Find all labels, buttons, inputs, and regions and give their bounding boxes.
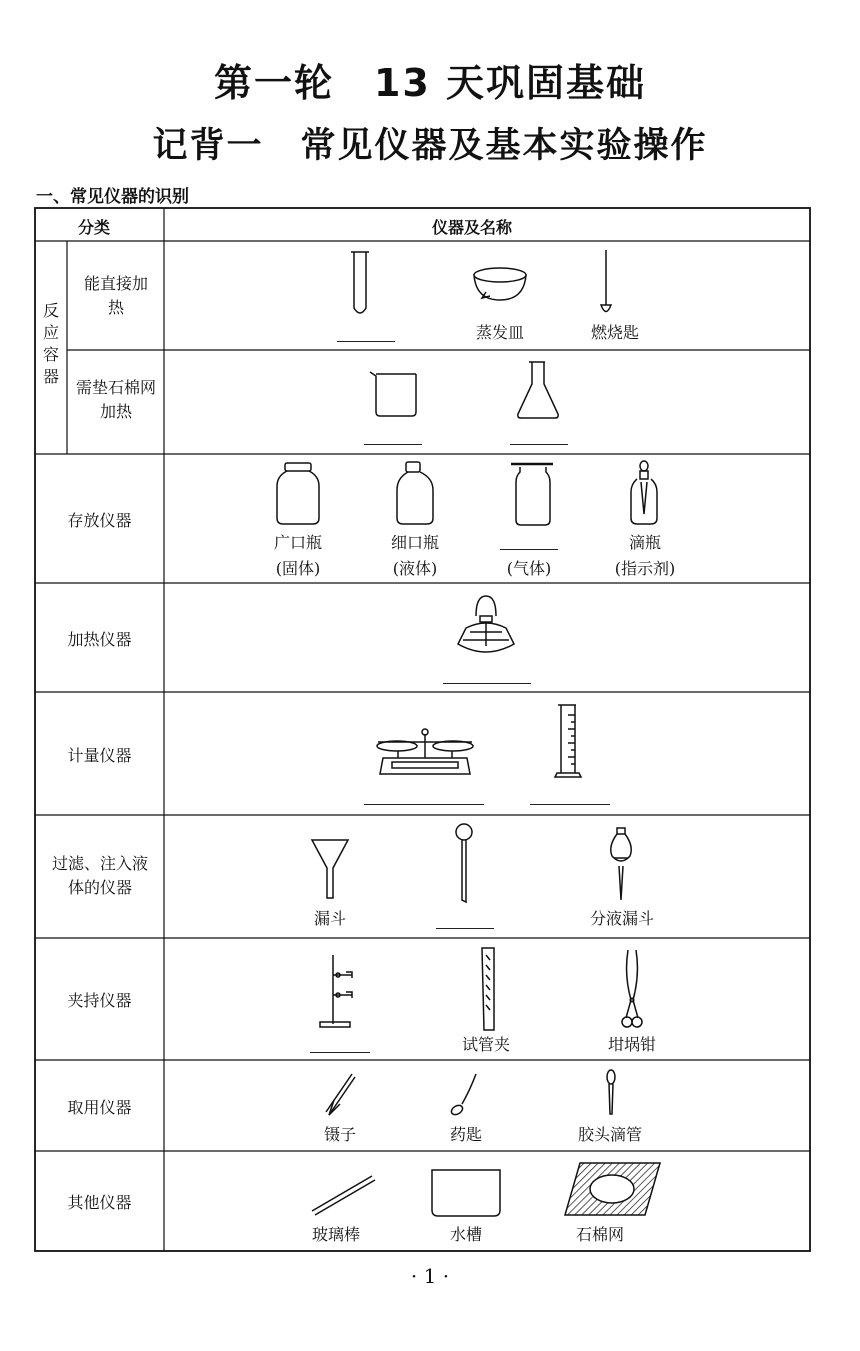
test-tube-holder-icon [482,948,494,1030]
item-note: (指示剂) [614,559,676,578]
item-label: 滴瓶 [628,533,661,552]
long-neck-funnel-icon [456,824,472,902]
item-label: 广口瓶 [273,533,322,552]
answer-blank [530,804,610,805]
item-label: 分液漏斗 [589,909,654,928]
asbestos-gauze-icon [565,1163,660,1215]
answer-blank [364,444,422,445]
item-label: 试管夹 [461,1035,510,1054]
page-title: 第一轮 13 天巩固基础 [213,61,647,105]
item-label: 石棉网 [575,1225,624,1244]
test-tube-icon [351,252,369,313]
water-trough-icon [432,1170,500,1216]
group-label-reaction: 反应容器 [42,301,59,386]
item-note: (液体) [392,559,438,578]
measuring-cylinder-icon [555,705,581,777]
balance-icon [377,729,473,774]
answer-blank [500,549,558,550]
alcohol-lamp-icon [458,596,514,652]
gas-bottle-icon [511,464,553,525]
item-note: (固体) [275,559,321,578]
row-label-heating: 加热仪器 [67,630,132,649]
rubber-dropper-icon [607,1070,615,1114]
item-label: 坩埚钳 [607,1035,656,1054]
answer-blank [510,444,568,445]
separatory-funnel-icon [611,828,631,900]
row-label-holding: 夹持仪器 [67,991,132,1010]
section-heading: 一、常见仪器的识别 [36,187,189,207]
item-label: 漏斗 [313,909,346,928]
item-label: 燃烧匙 [590,323,639,342]
crucible-tongs-icon [622,950,642,1027]
answer-blank [337,341,395,342]
wide-mouth-bottle-icon [277,463,319,524]
combustion-spoon-icon [601,250,611,312]
iron-stand-icon [320,955,352,1027]
evaporating-dish-icon [474,268,526,300]
row-label-other: 其他仪器 [67,1193,132,1212]
header-category: 分类 [78,218,111,237]
conical-flask-icon [518,362,558,418]
row-label-direct-heat: 能直接加热 [83,274,148,317]
row-label-storage: 存放仪器 [67,511,132,530]
item-label: 镊子 [323,1125,356,1144]
dropper-bottle-icon [631,461,657,524]
row-label-filtering: 过滤、注入液体的仪器 [51,854,148,897]
page-subtitle: 记背一 常见仪器及基本实验操作 [152,126,708,166]
item-note: (气体) [506,559,552,578]
row-label-taking: 取用仪器 [67,1098,132,1117]
item-label: 水槽 [449,1225,482,1244]
row-label-gauze-heat: 需垫石棉网加热 [75,378,156,421]
row-label-measuring: 计量仪器 [67,746,132,765]
beaker-icon [370,372,416,416]
funnel-icon [312,840,348,898]
page-number: · 1 · [410,1264,450,1288]
answer-blank [364,804,484,805]
narrow-mouth-bottle-icon [397,462,433,524]
header-instruments: 仪器及名称 [432,218,513,237]
item-label: 玻璃棒 [311,1225,360,1244]
item-label: 药匙 [449,1125,482,1144]
answer-blank [436,928,494,929]
answer-blank [310,1052,370,1053]
glass-rod-icon [312,1176,375,1215]
item-label: 蒸发皿 [475,323,524,342]
item-label: 细口瓶 [390,533,439,552]
item-label: 胶头滴管 [577,1125,642,1144]
medicine-spoon-icon [450,1074,476,1116]
tweezers-icon [326,1074,355,1115]
answer-blank [443,683,531,684]
